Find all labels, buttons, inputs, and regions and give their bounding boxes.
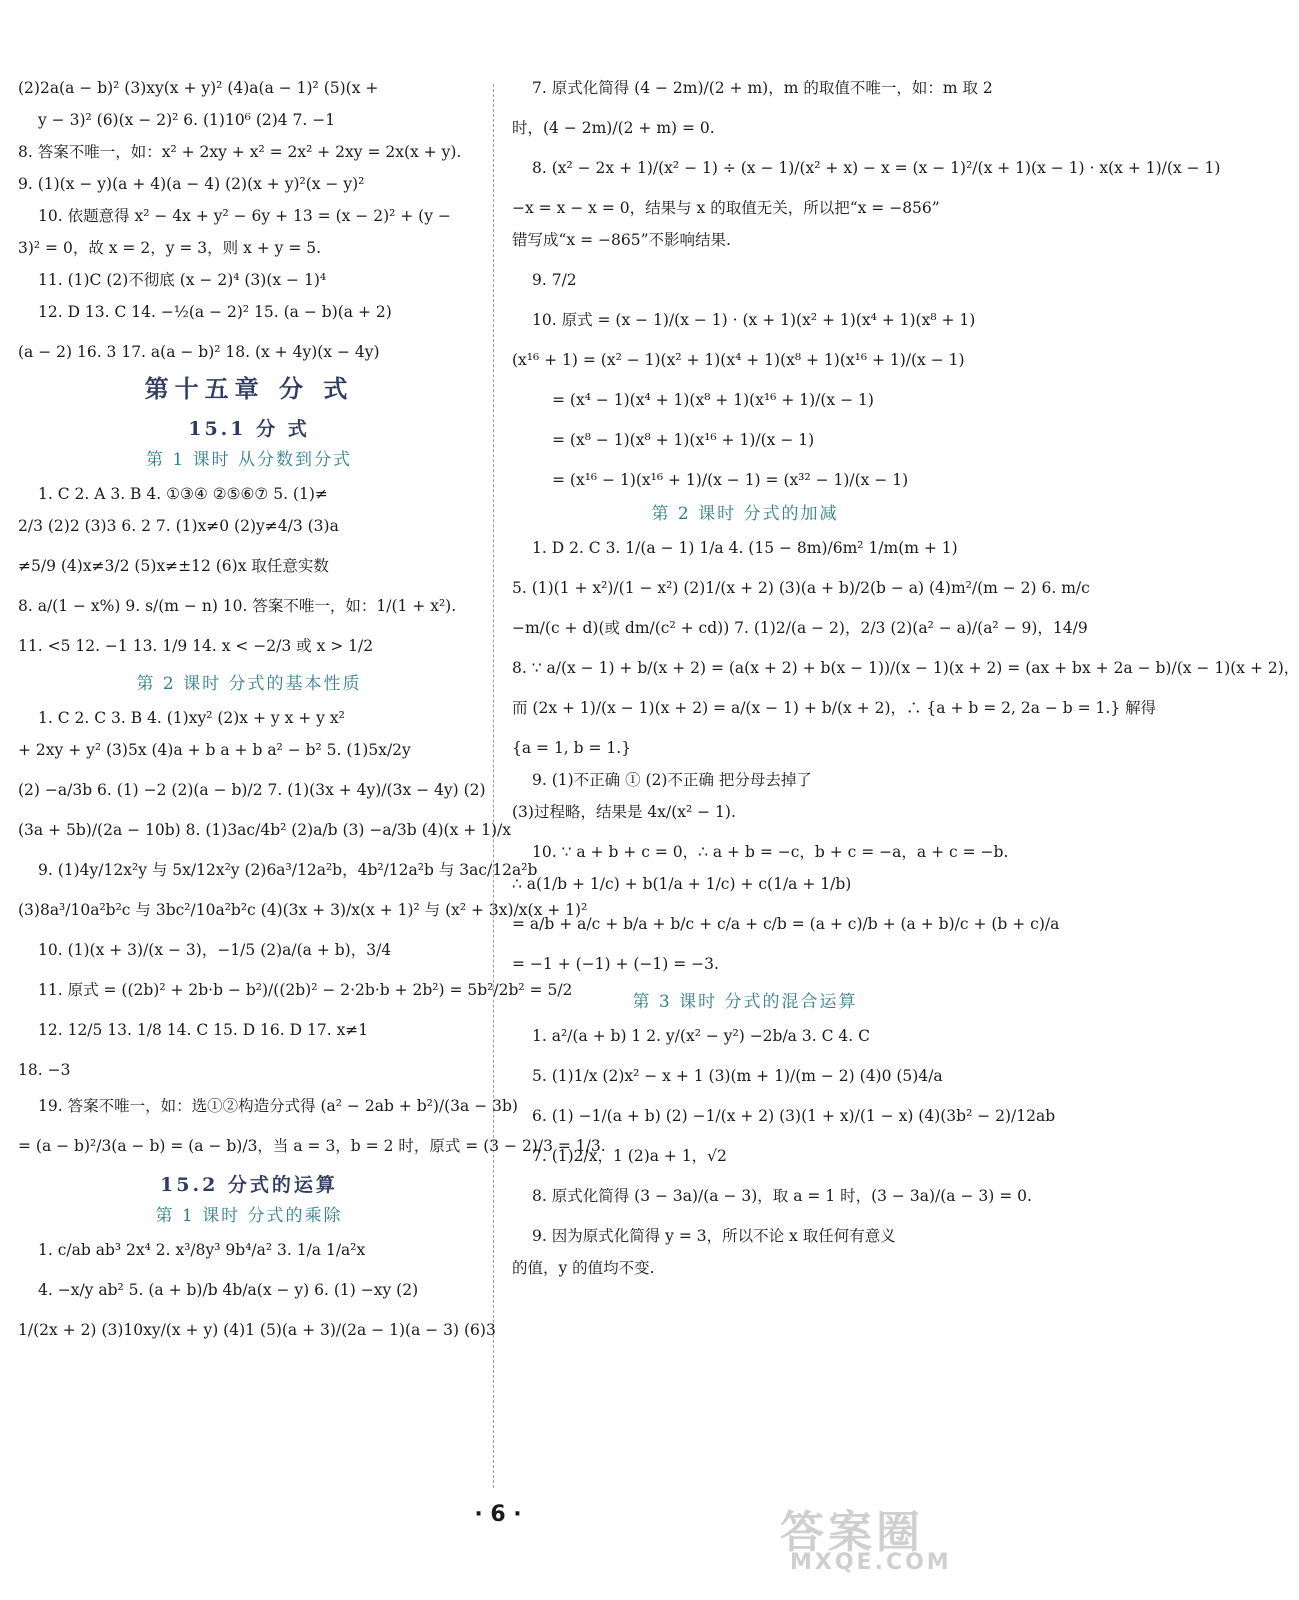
- answer-line: 5. (1)1/x (2)x² − x + 1 (3)(m + 1)/(m − 2) (4)0 (5)4/a: [532, 1067, 943, 1085]
- lesson-title: 第 1 课时 从分数到分式: [145, 450, 353, 470]
- lesson-title: 第 2 课时 分式的基本性质: [136, 674, 362, 694]
- answer-line: 9. 7/2: [532, 271, 577, 289]
- right-column: [512, 78, 1299, 1290]
- answer-line: 10. 原式 = (x − 1)/(x − 1) · (x + 1)(x² + 1)(x⁴ + 1)(x⁸ + 1): [532, 311, 976, 329]
- answer-line: 1. c/ab ab³ 2x⁴ 2. x³/8y³ 9b⁴/a² 3. 1/a 1/a²x: [38, 1241, 366, 1259]
- answer-line: + 2xy + y² (3)5x (4)a + b a + b a² − b² 5. (1)5x/2y: [18, 741, 411, 759]
- answer-line: 9. 因为原式化简得 y = 3，所以不论 x 取任何有意义: [532, 1227, 896, 1245]
- answer-line: (2)2a(a − b)² (3)xy(x + y)² (4)a(a − 1)² (5)(x +: [18, 79, 379, 97]
- answer-line: 错写成“x = −865”不影响结果.: [512, 231, 731, 249]
- answer-line: 3)² = 0，故 x = 2，y = 3，则 x + y = 5.: [18, 239, 322, 257]
- answer-line: 9. (1)(x − y)(a + 4)(a − 4) (2)(x + y)²(x − y)²: [18, 175, 365, 193]
- answer-line: 1. C 2. C 3. B 4. (1)xy² (2)x + y x + y x²: [38, 709, 345, 727]
- page-number: · 6 ·: [474, 1502, 522, 1527]
- answer-line: 8. ∵ a/(x − 1) + b/(x + 2) = (a(x + 2) + b(x − 1))/(x − 1)(x + 2) = (ax + bx + 2a − b)/(x − 1)(x + 2)，: [512, 659, 1299, 677]
- answer-line: 1. a²/(a + b) 1 2. y/(x² − y²) −2b/a 3. C 4. C: [532, 1027, 870, 1045]
- answer-line: 18. −3: [18, 1061, 71, 1079]
- watermark-en: MXQE.COM: [790, 1550, 952, 1575]
- section-title: 15.1 分 式: [188, 418, 310, 440]
- answer-line: (a − 2) 16. 3 17. a(a − b)² 18. (x + 4y)(x − 4y): [18, 343, 380, 361]
- answer-line: 而 (2x + 1)/(x − 1)(x + 2) = a/(x − 1) + b/(x + 2)，∴ {a + b = 2, 2a − b = 1.} 解得: [512, 699, 1157, 717]
- answer-line: 2/3 (2)2 (3)3 6. 2 7. (1)x≠0 (2)y≠4/3 (3)a: [18, 517, 339, 535]
- answer-line: 19. 答案不唯一，如：选①②构造分式得 (a² − 2ab + b²)/(3a − 3b): [38, 1097, 518, 1115]
- answer-line: ∴ a(1/b + 1/c) + b(1/a + 1/c) + c(1/a + 1/b): [512, 875, 852, 893]
- answer-line: 10. 依题意得 x² − 4x + y² − 6y + 13 = (x − 2)² + (y −: [38, 207, 451, 225]
- answer-line: 8. 原式化简得 (3 − 3a)/(a − 3)，取 a = 1 时，(3 − 3a)/(a − 3) = 0.: [532, 1187, 1032, 1205]
- answer-line: 的值，y 的值均不变.: [512, 1259, 655, 1277]
- answer-line: 10. (1)(x + 3)/(x − 3)，−1/5 (2)a/(a + b)，3/4: [38, 941, 392, 959]
- answer-line: 时，(4 − 2m)/(2 + m) = 0.: [512, 119, 715, 137]
- answer-line: = a/b + a/c + b/a + b/c + c/a + c/b = (a + c)/b + (a + b)/c + (b + c)/a: [512, 915, 1060, 933]
- answer-line: 12. D 13. C 14. −½(a − 2)² 15. (a − b)(a + 2): [38, 303, 392, 321]
- answer-line: 8. (x² − 2x + 1)/(x² − 1) ÷ (x − 1)/(x² + x) − x = (x − 1)²/(x + 1)(x − 1) · x(x + 1)/(x − 1): [532, 159, 1221, 177]
- answer-line: 9. (1)不正确 ① (2)不正确 把分母去掉了: [532, 771, 812, 789]
- answer-line: (3a + 5b)/(2a − 10b) 8. (1)3ac/4b² (2)a/b (3) −a/3b (4)(x + 1)/x: [18, 821, 512, 839]
- answer-line: 9. (1)4y/12x²y 与 5x/12x²y (2)6a³/12a²b，4b²/12a²b 与 3ac/12a²b: [38, 861, 538, 879]
- answer-line: y − 3)² (6)(x − 2)² 6. (1)10⁶ (2)4 7. −1: [38, 111, 336, 129]
- answer-line: −m/(c + d)(或 dm/(c² + cd)) 7. (1)2/(a − 2)，2/3 (2)(a² − a)/(a² − 9)，14/9: [512, 619, 1088, 637]
- answer-line: {a = 1, b = 1.}: [512, 739, 632, 757]
- answer-line: = (a − b)²/3(a − b) = (a − b)/3，当 a = 3，b = 2 时，原式 = (3 − 2)/3 = 1/3.: [18, 1137, 606, 1155]
- lesson-title: 第 3 课时 分式的混合运算: [632, 992, 858, 1012]
- answer-line: 7. (1)2/x，1 (2)a + 1，√2: [532, 1147, 727, 1165]
- answer-line: 10. ∵ a + b + c = 0，∴ a + b = −c，b + c = −a，a + c = −b.: [532, 843, 1009, 861]
- answer-line: 1/(2x + 2) (3)10xy/(x + y) (4)1 (5)(a + 3)/(2a − 1)(a − 3) (6)3: [18, 1321, 496, 1339]
- answer-line: 1. D 2. C 3. 1/(a − 1) 1/a 4. (15 − 8m)/6m² 1/m(m + 1): [532, 539, 958, 557]
- answer-line: ≠5/9 (4)x≠3/2 (5)x≠±12 (6)x 取任意实数: [18, 557, 329, 575]
- answer-line: 5. (1)(1 + x²)/(1 − x²) (2)1/(x + 2) (3)(a + b)/2(b − a) (4)m²/(m − 2) 6. m/c: [512, 579, 1090, 597]
- answer-line: 12. 12/5 13. 1/8 14. C 15. D 16. D 17. x≠1: [38, 1021, 369, 1039]
- answer-line: (3)过程略，结果是 4x/(x² − 1).: [512, 803, 736, 821]
- answer-line: (3)8a³/10a²b²c 与 3bc²/10a²b²c (4)(3x + 3)/x(x + 1)² 与 (x² + 3x)/x(x + 1)²: [18, 901, 588, 919]
- answer-line: 6. (1) −1/(a + b) (2) −1/(x + 2) (3)(1 + x)/(1 − x) (4)(3b² − 2)/12ab: [532, 1107, 1056, 1125]
- answer-line: 11. <5 12. −1 13. 1/9 14. x < −2/3 或 x > 1/2: [18, 637, 374, 655]
- watermark-cn: 答案圈: [780, 1507, 924, 1558]
- chapter-title: 第十五章 分 式: [144, 374, 354, 403]
- lesson-title: 第 2 课时 分式的加减: [651, 504, 839, 524]
- answer-line: (2) −a/3b 6. (1) −2 (2)(a − b)/2 7. (1)(3x + 4y)/(3x − 4y) (2): [18, 781, 486, 799]
- lesson-title: 第 1 课时 分式的乘除: [155, 1206, 343, 1226]
- answer-line: = −1 + (−1) + (−1) = −3.: [512, 955, 719, 973]
- answer-line: 7. 原式化简得 (4 − 2m)/(2 + m)，m 的取值不唯一，如：m 取 2: [532, 79, 993, 97]
- section-title: 15.2 分式的运算: [160, 1174, 338, 1196]
- answer-line: 1. C 2. A 3. B 4. ①③④ ②⑤⑥⑦ 5. (1)≠: [38, 485, 328, 503]
- answer-line: = (x⁴ − 1)(x⁴ + 1)(x⁸ + 1)(x¹⁶ + 1)/(x − 1): [552, 391, 874, 409]
- answer-line: (x¹⁶ + 1) = (x² − 1)(x² + 1)(x⁴ + 1)(x⁸ + 1)(x¹⁶ + 1)/(x − 1): [512, 351, 965, 369]
- answer-line: −x = x − x = 0，结果与 x 的取值无关，所以把“x = −856”: [512, 199, 940, 217]
- answer-line: 8. 答案不唯一，如：x² + 2xy + x² = 2x² + 2xy = 2x(x + y).: [18, 143, 462, 161]
- answer-line: 11. 原式 = ((2b)² + 2b·b − b²)/((2b)² − 2·2b·b + 2b²) = 5b²/2b² = 5/2: [38, 981, 573, 999]
- answer-line: = (x⁸ − 1)(x⁸ + 1)(x¹⁶ + 1)/(x − 1): [552, 431, 815, 449]
- answer-line: 4. −x/y ab² 5. (a + b)/b 4b/a(x − y) 6. (1) −xy (2): [38, 1281, 419, 1299]
- answer-line: = (x¹⁶ − 1)(x¹⁶ + 1)/(x − 1) = (x³² − 1)/(x − 1): [552, 471, 909, 489]
- column-divider: [493, 84, 494, 1488]
- answer-line: 8. a/(1 − x%) 9. s/(m − n) 10. 答案不唯一，如：1/(1 + x²).: [18, 597, 457, 615]
- answer-line: 11. (1)C (2)不彻底 (x − 2)⁴ (3)(x − 1)⁴: [38, 271, 327, 289]
- watermark-logo: [774, 1496, 974, 1586]
